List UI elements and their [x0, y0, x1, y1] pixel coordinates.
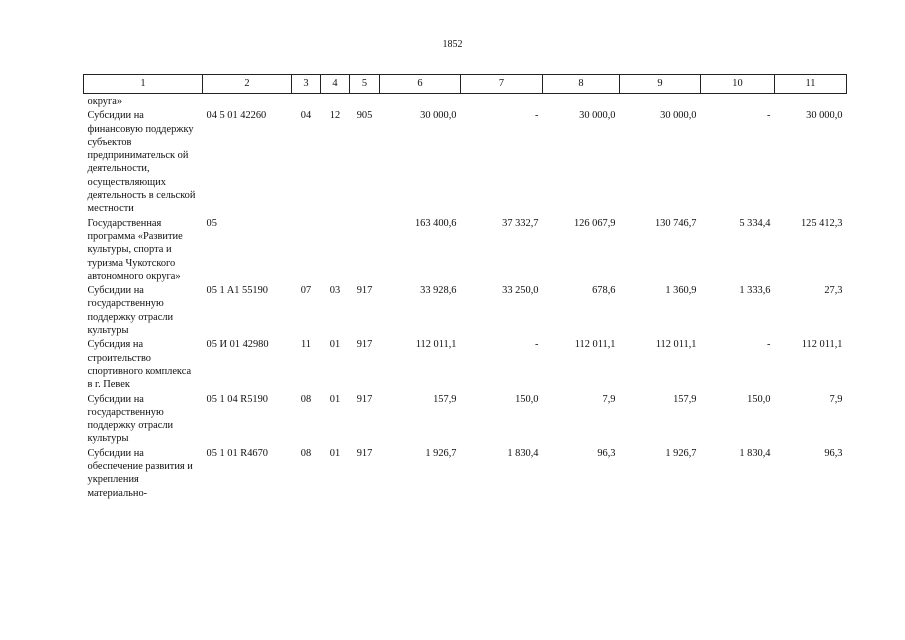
row-value-9: 130 746,7 — [654, 217, 697, 229]
table-row — [84, 216, 847, 283]
column-header: 4 — [321, 75, 350, 94]
row-name: Субсидия на строительство спортивного комплекса в г. Певек — [87, 339, 192, 391]
row-ministry: 917 — [356, 447, 373, 459]
row-value-10: 150,0 — [747, 393, 771, 405]
row-ministry — [350, 216, 380, 283]
row-value-9: 30 000,0 — [660, 110, 697, 122]
row-section: 07 — [300, 285, 312, 297]
row-section: 11 — [300, 339, 311, 351]
row-value-11: 27,3 — [824, 285, 843, 297]
row-value-9: 1 926,7 — [665, 447, 697, 459]
column-header: 1 — [84, 75, 203, 94]
row-value-6: 112 011,1 — [415, 339, 457, 351]
row-value-11: 112 011,1 — [801, 339, 843, 351]
row-value-7: 150,0 — [515, 393, 539, 405]
row-value-7: 37 332,7 — [502, 217, 539, 229]
row-section: 08 — [300, 393, 312, 405]
row-value-7: - — [535, 110, 539, 122]
row-value-10: 1 830,4 — [739, 447, 771, 459]
row-subsection: 01 — [329, 447, 341, 459]
budget-table — [83, 74, 847, 500]
column-header: 2 — [203, 75, 292, 94]
row-value-8: 30 000,0 — [579, 110, 616, 122]
page-number: 1852 — [442, 39, 463, 50]
table-row — [84, 392, 847, 446]
column-header: 9 — [620, 75, 701, 94]
row-subsection: 03 — [329, 285, 341, 297]
row-value-10: - — [767, 110, 771, 122]
row-value-8: 96,3 — [597, 447, 616, 459]
table-row — [84, 337, 847, 391]
row-value-6: 30 000,0 — [420, 110, 457, 122]
row-value-8: 678,6 — [592, 285, 616, 297]
row-code: 04 5 01 42260 — [206, 110, 267, 122]
row-value-11: 125 412,3 — [800, 217, 843, 229]
row-value-6: 33 928,6 — [420, 285, 457, 297]
column-header: 8 — [543, 75, 620, 94]
row-value-7: 1 830,4 — [507, 447, 539, 459]
column-header: 6 — [380, 75, 461, 94]
row-name: Государственная программа «Развитие культуры, спорта и туризма Чукотского автономного округа» — [87, 217, 183, 282]
table-row — [84, 283, 847, 337]
row-code: 05 1 04 R5190 — [206, 393, 268, 405]
row-name: Субсидии на государственную поддержку отрасли культуры — [87, 393, 174, 445]
row-value-8: 126 067,9 — [573, 217, 616, 229]
row-value-10: - — [767, 339, 771, 351]
row-value-10: 1 333,6 — [739, 285, 771, 297]
row-value-9: 112 011,1 — [655, 339, 697, 351]
row-ministry: 917 — [356, 285, 373, 297]
row-ministry: 917 — [356, 339, 373, 351]
row-code: 05 1 01 R4670 — [206, 447, 268, 459]
row-subsection: 01 — [329, 393, 341, 405]
row-name: Субсидии на финансовую поддержку субъектов предпринимательск ой деятельности, осуществляющих деятельность в сельской местности — [87, 110, 196, 215]
row-subsection — [321, 216, 350, 283]
row-code: 05 — [206, 217, 217, 229]
row-value-7: 33 250,0 — [502, 285, 539, 297]
row-code: 05 И 01 42980 — [206, 339, 269, 351]
column-header: 5 — [350, 75, 380, 94]
row-ministry: 905 — [356, 110, 373, 122]
row-value-11: 30 000,0 — [806, 110, 843, 122]
row-ministry: 917 — [356, 393, 373, 405]
continuation-text: округа» — [87, 96, 123, 107]
row-value-9: 157,9 — [673, 393, 697, 405]
row-value-11: 7,9 — [829, 393, 843, 405]
table-row — [84, 108, 847, 215]
row-name: Субсидии на обеспечение развития и укрепления материально- — [87, 447, 193, 499]
row-value-8: 112 011,1 — [574, 339, 616, 351]
row-section: 04 — [300, 110, 312, 122]
column-header: 11 — [775, 75, 847, 94]
row-code: 05 1 A1 55190 — [206, 285, 268, 297]
row-subsection: 01 — [329, 339, 341, 351]
row-section: 08 — [300, 447, 312, 459]
row-name: Субсидии на государственную поддержку отрасли культуры — [87, 285, 174, 337]
continuation-row — [84, 94, 847, 109]
row-value-6: 163 400,6 — [414, 217, 457, 229]
column-header: 7 — [461, 75, 543, 94]
row-value-9: 1 360,9 — [665, 285, 697, 297]
header-row — [84, 75, 847, 94]
row-value-8: 7,9 — [602, 393, 616, 405]
row-value-10: 5 334,4 — [739, 217, 771, 229]
table-row — [84, 446, 847, 500]
row-section — [292, 216, 321, 283]
row-subsection: 12 — [329, 110, 341, 122]
row-value-7: - — [535, 339, 539, 351]
column-header: 10 — [701, 75, 775, 94]
row-value-6: 157,9 — [433, 393, 457, 405]
row-value-11: 96,3 — [824, 447, 843, 459]
row-value-6: 1 926,7 — [425, 447, 457, 459]
column-header: 3 — [292, 75, 321, 94]
